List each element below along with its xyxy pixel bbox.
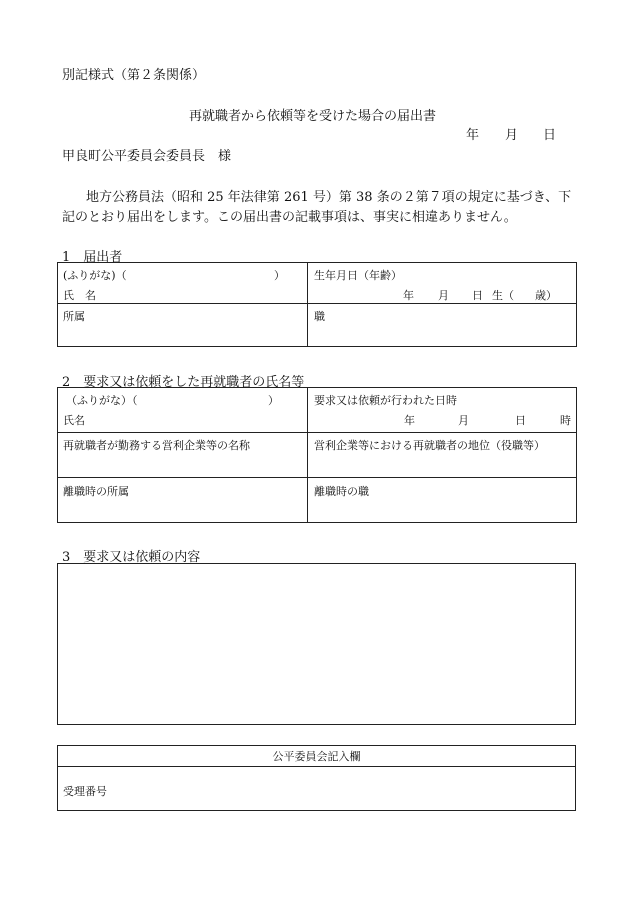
dt-year-label: 年 xyxy=(404,414,415,427)
section-3-heading: 3 要求又は依頼の内容 xyxy=(62,550,201,565)
dt-day-label: 日 xyxy=(515,414,526,427)
applicant-table xyxy=(57,262,577,347)
date-day-label: 日 xyxy=(543,128,557,143)
affiliation-label: 所属 xyxy=(63,310,85,323)
addressee: 甲良町公平委員会委員長 様 xyxy=(62,149,232,164)
date-year-label: 年 xyxy=(466,128,480,143)
prev-affiliation-cell[interactable] xyxy=(58,478,308,523)
applicant-position-cell[interactable] xyxy=(308,304,577,347)
furigana-label: （ふりがな）（ xyxy=(66,394,138,407)
form-title: 再就職者から依頼等を受けた場合の届出書 xyxy=(189,109,437,124)
employer-label: 再就職者が勤務する営利企業等の名称 xyxy=(63,439,250,452)
request-datetime-cell[interactable] xyxy=(308,388,577,433)
request-content-table xyxy=(57,563,576,725)
request-content-cell[interactable] xyxy=(58,564,576,725)
name-label: 氏名 xyxy=(63,414,85,427)
committee-title-cell xyxy=(58,746,576,767)
position-label: 職 xyxy=(314,310,325,323)
dob-day-label: 日 xyxy=(472,289,483,302)
dob-month-label: 月 xyxy=(438,289,449,302)
status-label: 営利企業等における再就職者の地位（役職等） xyxy=(314,439,545,452)
applicant-affiliation-cell[interactable] xyxy=(58,304,308,347)
name-label: 氏 名 xyxy=(63,289,96,302)
applicant-dob-cell[interactable] xyxy=(308,263,577,304)
furigana-label: (ふりがな)（ xyxy=(63,269,127,282)
dob-year-label: 年 xyxy=(403,289,414,302)
date-month-label: 月 xyxy=(505,128,519,143)
intro-line-1: 地方公務員法（昭和 25 年法律第 261 号）第 38 条の２第７項の規定に基づき、下 xyxy=(86,190,572,205)
reemployed-table xyxy=(57,387,577,523)
dob-age-label: 歳） xyxy=(535,289,557,302)
dt-month-label: 月 xyxy=(458,414,469,427)
prev-affiliation-label: 離職時の所属 xyxy=(63,485,129,498)
datetime-label: 要求又は依頼が行われた日時 xyxy=(314,394,457,407)
committee-table xyxy=(57,745,576,811)
reemployed-name-cell[interactable] xyxy=(58,388,308,433)
committee-title: 公平委員会記入欄 xyxy=(272,750,361,763)
prev-position-label: 離職時の職 xyxy=(314,485,369,498)
reemployed-status-cell[interactable] xyxy=(308,433,577,478)
furigana-close: ） xyxy=(274,269,285,282)
form-number: 別記様式（第２条関係） xyxy=(62,68,206,83)
receipt-number-cell[interactable] xyxy=(58,767,576,811)
dob-birth-label: 生（ xyxy=(492,289,514,302)
dt-hour-label: 時 xyxy=(560,414,571,427)
section-2-heading: 2 要求又は依頼をした再就職者の氏名等 xyxy=(62,375,305,390)
intro-line-2: 記のとおり届出をします。この届出書の記載事項は、事実に相違ありません。 xyxy=(62,210,517,225)
prev-position-cell[interactable] xyxy=(308,478,577,523)
employer-name-cell[interactable] xyxy=(58,433,308,478)
dob-label: 生年月日（年齢） xyxy=(314,269,402,282)
section-1-heading: 1 届出者 xyxy=(62,250,123,265)
furigana-close: ） xyxy=(268,394,279,407)
receipt-number-label: 受理番号 xyxy=(63,785,107,798)
applicant-name-cell[interactable] xyxy=(58,263,308,304)
